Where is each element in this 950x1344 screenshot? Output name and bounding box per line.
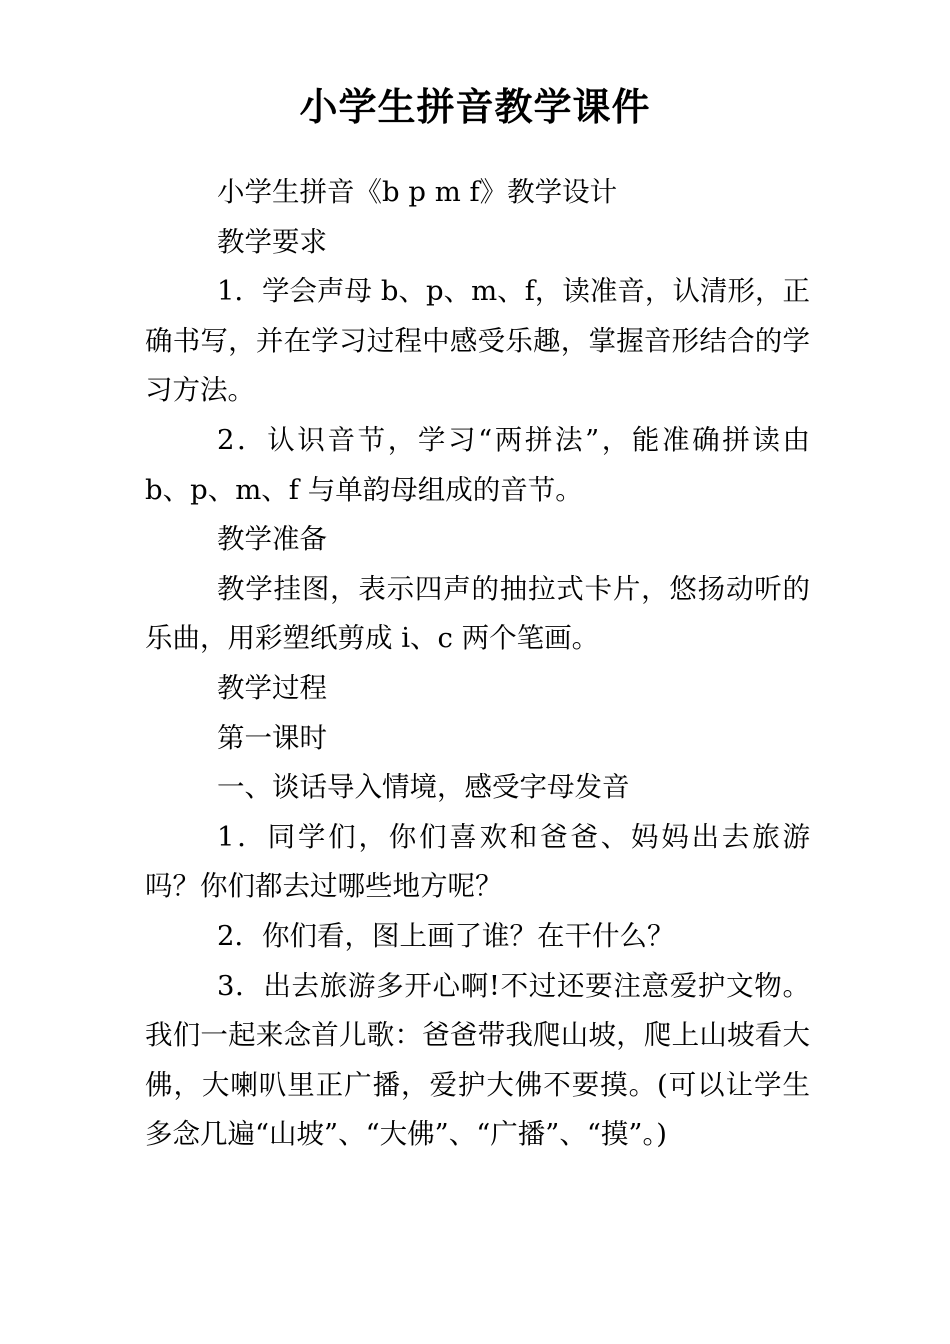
heading-teaching-preparation: 教学准备 bbox=[217, 523, 327, 556]
heading-section-one: 一、谈话导入情境，感受字母发音 bbox=[217, 771, 630, 804]
paragraph-step-3: 3．出去旅游多开心啊!不过还要注意爱护文物。我们一起来念首儿歌：爸爸带我爬山坡，爬上山坡看大佛，大喇叭里正广播，爱护大佛不要摸。(可以让学生多念几遍“山坡”、“大佛”、“广播”、“摸”。) bbox=[145, 969, 810, 1151]
heading-first-lesson: 第一课时 bbox=[217, 721, 327, 754]
document-title: 小学生拼音教学课件 bbox=[299, 84, 651, 129]
heading-teaching-process: 教学过程 bbox=[217, 671, 327, 704]
paragraph-requirement-2: 2．认识音节，学习“两拼法”，能准确拼读由 b、p、m、f 与单韵母组成的音节。 bbox=[145, 423, 810, 506]
paragraph-requirement-1: 1．学会声母 b、p、m、f，读准音，认清形，正确书写，并在学习过程中感受乐趣，掌握音形结合的学习方法。 bbox=[145, 275, 810, 407]
document-body bbox=[145, 168, 810, 1160]
paragraph-preparation: 教学挂图，表示四声的抽拉式卡片，悠扬动听的乐曲，用彩塑纸剪成 i、c 两个笔画。 bbox=[145, 572, 810, 655]
paragraph-step-1: 1．同学们，你们喜欢和爸爸、妈妈出去旅游吗？你们都去过哪些地方呢？ bbox=[145, 820, 810, 903]
paragraph-subtitle: 小学生拼音《b p m f》教学设计 bbox=[217, 176, 618, 208]
paragraph-step-2: 2．你们看，图上画了谁？在干什么？ bbox=[217, 919, 675, 952]
heading-teaching-requirements: 教学要求 bbox=[217, 225, 327, 258]
